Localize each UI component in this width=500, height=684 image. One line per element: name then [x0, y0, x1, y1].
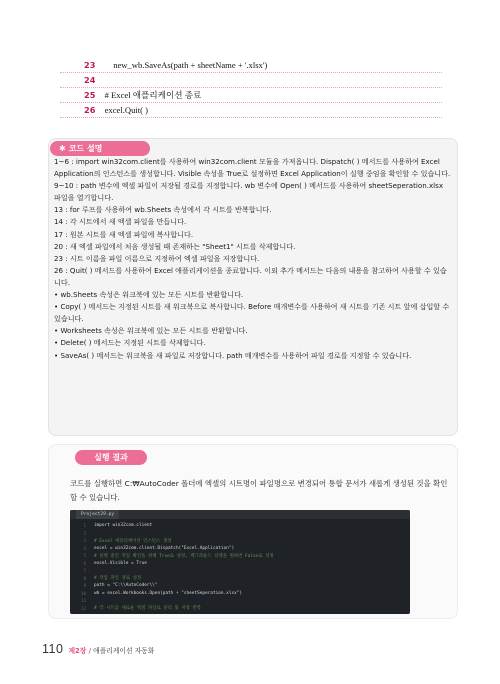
editor-line: [70, 530, 410, 538]
explanation-bullet: • SaveAs( ) 메서드는 워크북을 새 파일로 저장합니다. path 매개변수를 사용하여 파일 경로를 지정할 수 있습니다.: [54, 350, 412, 360]
line-number: 23: [84, 60, 96, 70]
editor-line: [70, 567, 410, 575]
editor-line: [70, 552, 410, 560]
editor-line: [70, 582, 410, 590]
asterisk-icon: ✱: [59, 144, 66, 153]
code-text: excel.Quit( ): [96, 105, 149, 115]
line-number: 24: [84, 75, 96, 85]
explanation-paragraph: 26 : Quit( ) 메서드를 사용하여 Excel 애플리케이션을 종료합니다. 이외 추가 메서드는 다음의 내용을 참고하여 사용할 수 있습니다.: [54, 265, 447, 287]
editor-line-number: 10: [80, 590, 86, 596]
editor-line-number: 4: [83, 545, 86, 551]
editor-line: [70, 537, 410, 545]
explanation-paragraph: 9~10 : path 변수에 엑셀 파일이 저장될 경로를 지정합니다. wb 변수에 Open( ) 메서드를 사용하여 sheetSeperation.xlsx 파일을 열기합니다.: [54, 181, 444, 203]
editor-lines: [70, 519, 410, 612]
explanation-bullet: • Delete( ) 메서드는 지정된 시트를 삭제합니다.: [54, 338, 206, 348]
code-text: # Excel 애플리케이션 종료: [96, 90, 202, 100]
editor-line: [70, 545, 410, 553]
explanation-paragraph: 17 : 원본 시트를 새 엑셀 파일에 복사합니다.: [54, 229, 194, 239]
page-footer: [42, 642, 154, 656]
explanation-bullet: • wb.Sheets 속성은 워크북에 있는 모든 시트를 반환합니다.: [54, 290, 244, 300]
explanation-paragraph: 23 : 시트 이름을 파일 이름으로 지정하여 엑셀 파일을 저장합니다.: [54, 253, 260, 263]
execution-result-text: 코드를 실행하면 C:₩AutoCoder 폴더에 엑셀의 시트명이 파일명으로 변경되어 통합 문서가 새롭게 생성된 것을 확인할 수 있습니다.: [70, 479, 448, 502]
editor-line: [70, 575, 410, 583]
editor-line-text: excel.Visible = True: [94, 560, 147, 566]
editor-line-number: 5: [83, 553, 86, 559]
execution-result-header: [75, 450, 147, 465]
line-number: 26: [84, 105, 96, 115]
code-text: new_wb.SaveAs(path + sheetName + '.xlsx'): [96, 60, 268, 70]
editor-tab-bar: [70, 510, 410, 519]
editor-line-text: # 작업 파일 경로 설정: [94, 576, 142, 582]
editor-line-number: 6: [83, 560, 86, 566]
editor-line-number: 3: [83, 538, 86, 544]
code-explanation-body: [54, 156, 452, 362]
listing-row: [60, 73, 442, 88]
editor-line-text: path = "C:\\AutoCoder\\": [94, 583, 158, 589]
line-number: 25: [84, 90, 96, 100]
listing-row: [60, 88, 442, 103]
listing-row: [60, 58, 442, 73]
explanation-paragraph: 20 : 새 엑셀 파일에서 처음 생성될 때 존재하는 "Sheet1" 시트를 삭제합니다.: [54, 241, 296, 251]
editor-line-number: 9: [83, 583, 86, 589]
editor-line-number: 2: [83, 530, 86, 536]
explanation-bullet: • Copy( ) 메서드는 지정된 시트를 새 워크북으로 복사합니다. Before 매개변수를 사용하여 새 시트를 기존 시트 앞에 삽입할 수 있습니다.: [54, 302, 450, 324]
editor-line-text: wb = excel.Workbooks.Open(path + "sheetSeperation.xlsx"): [94, 590, 243, 596]
editor-line-number: 8: [83, 575, 86, 581]
page-number: 110: [42, 642, 64, 656]
explanation-paragraph: 1~6 : import win32com.client를 사용하여 win32com.client 모듈을 가져옵니다. Dispatch( ) 메서드를 사용하여 Excel Application의 인스턴스를 생성합니다. Visible 속성을 True로 설정하면 Excel Application이 실행 중임을 확인할 수 있습니다.: [54, 157, 451, 179]
editor-tab: Project29.py: [76, 510, 119, 519]
explanation-paragraph: 14 : 각 시트에서 새 엑셀 파일을 만듭니다.: [54, 217, 187, 227]
editor-line-text: import win32com.client: [94, 523, 153, 529]
editor-line-number: 11: [80, 598, 86, 604]
explanation-bullet: • Worksheets 속성은 워크북에 있는 모든 시트를 반환합니다.: [54, 326, 248, 336]
code-explanation-title: 코드 설명: [68, 144, 103, 153]
code-explanation-header: [50, 141, 150, 156]
chapter-label: 제2장 /: [68, 647, 92, 655]
code-editor-screenshot: [70, 510, 410, 614]
editor-line-text: excel = win32com.client.Dispatch("Excel.Application"): [94, 545, 235, 551]
editor-line-text: # 실행 중인 작업 확인을 위해 True로 설정, 백그라운드 실행을 원하면 False로 설정: [94, 553, 274, 559]
editor-line: [70, 522, 410, 530]
code-listing: [60, 58, 442, 118]
editor-line: [70, 605, 410, 613]
listing-row: [60, 103, 442, 118]
editor-line-text: # 각 시트를 새로운 엑셀 파일로 분리 및 저장 반복: [94, 606, 202, 612]
editor-line: [70, 560, 410, 568]
execution-result-title: 실행 결과: [94, 453, 128, 462]
editor-line: [70, 590, 410, 598]
chapter-title: 애플리케이션 자동화: [93, 647, 155, 655]
explanation-paragraph: 13 : for 루프를 사용하여 wb.Sheets 속성에서 각 시트를 반복합니다.: [54, 205, 272, 215]
editor-line-number: 7: [83, 568, 86, 574]
editor-line-number: 12: [80, 605, 86, 611]
editor-line: [70, 597, 410, 605]
editor-line-text: # Excel 애플리케이션 인스턴스 생성: [94, 538, 172, 544]
editor-line-number: 1: [83, 523, 86, 529]
